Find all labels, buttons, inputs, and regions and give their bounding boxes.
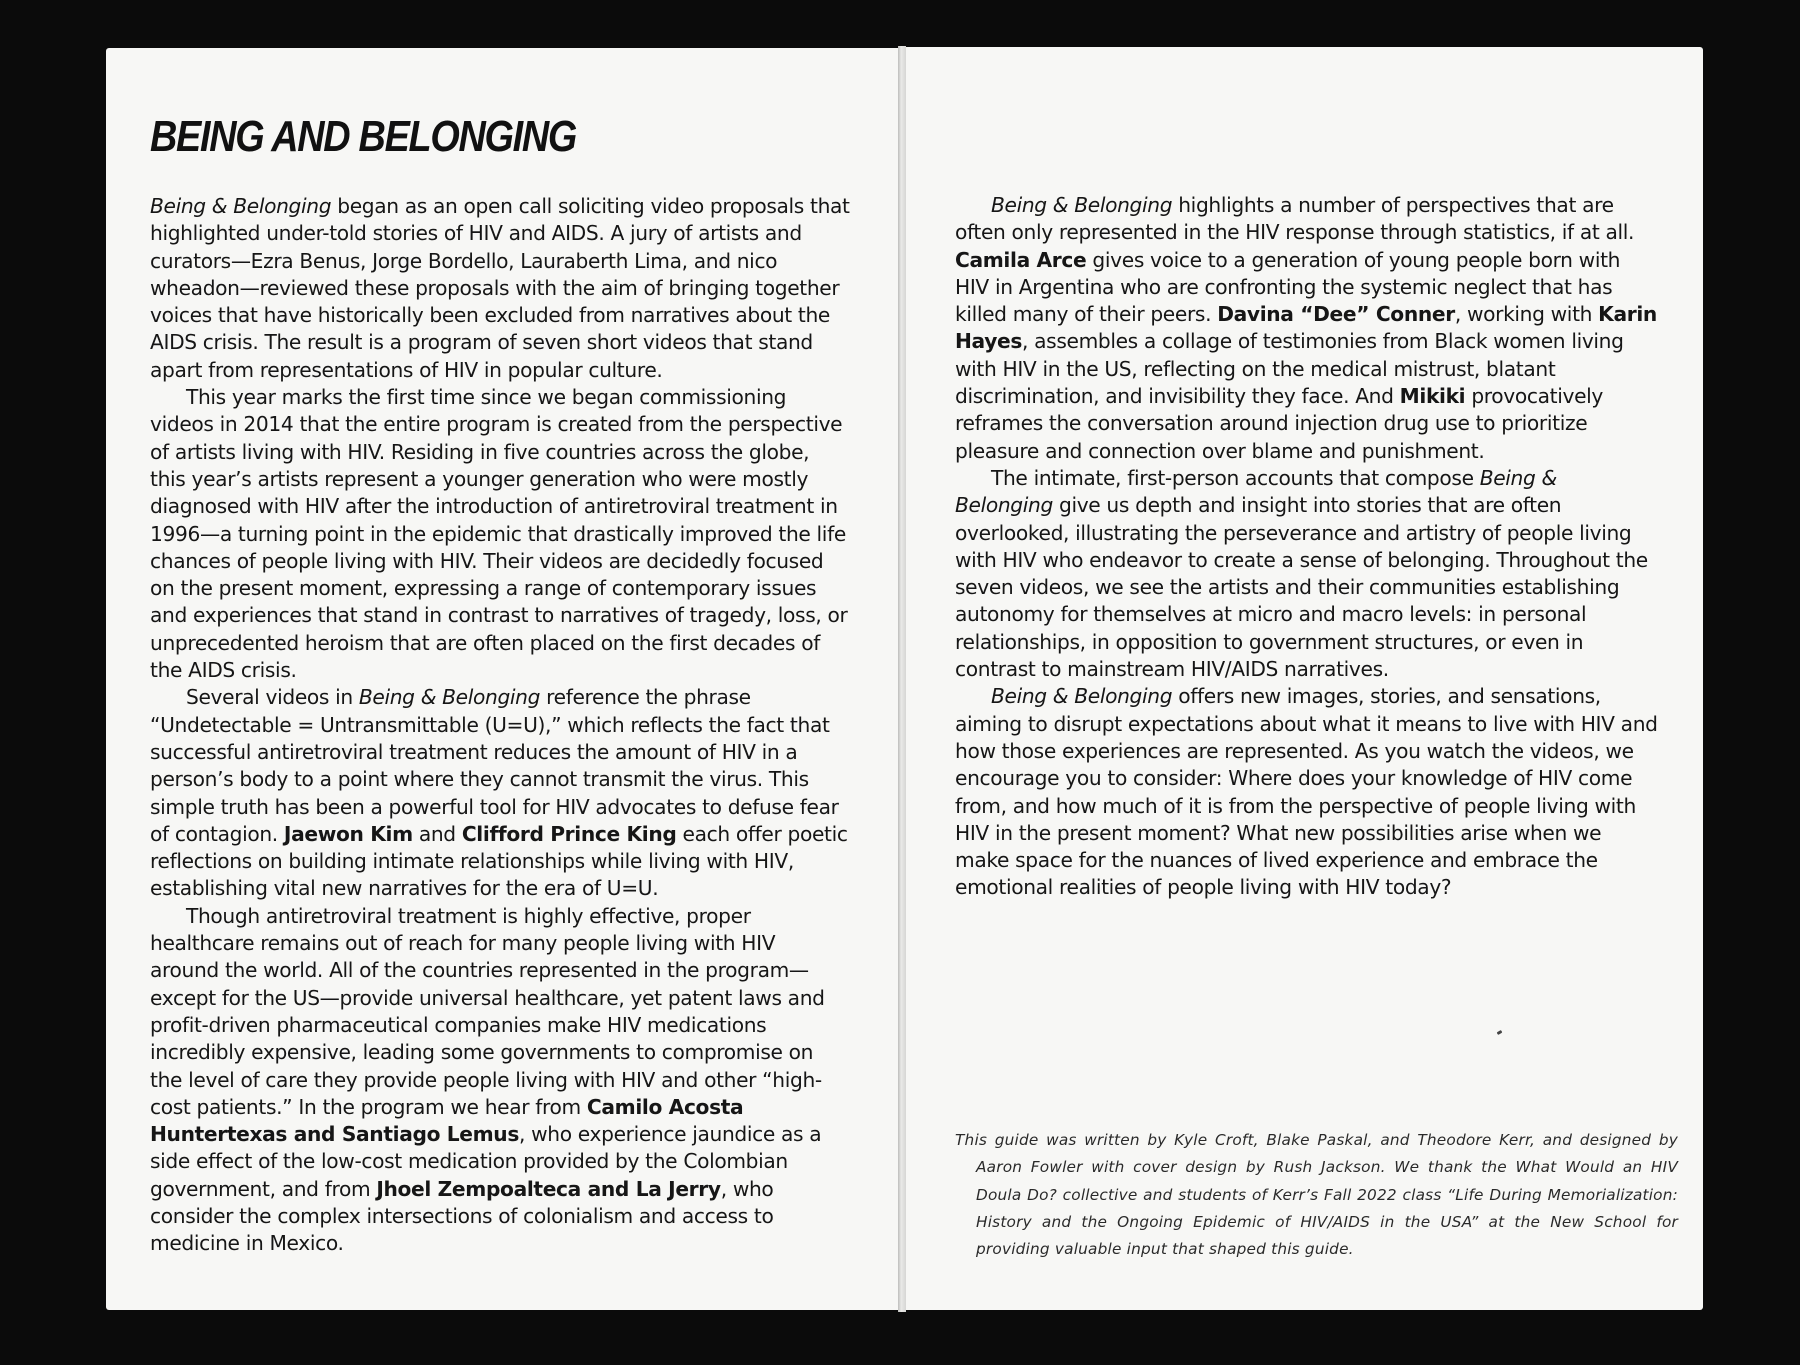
text-run: each offer poetic reflections on building intimate relationships while living with HIV, establishing vital new narratives for the era of U=U.	[150, 821, 848, 901]
italic-title: Being & Belonging	[991, 193, 1173, 217]
bold-name: Jaewon Kim	[283, 821, 413, 846]
text-run: began as an open call soliciting video proposals that highlighted under-told stories of HIV and AIDS. A jury of artists and curators—Ezra Benus, Jorge Bordello, Lauraberth Lima, and nico wheadon—reviewed these proposals with the aim of bringing together voices that have historically been excluded from narratives about the AIDS crisis. The result is a program of seven short videos that stand apart from representations of HIV in popular culture.	[150, 194, 850, 382]
italic-title: Being & Belonging	[150, 194, 332, 218]
paragraph	[150, 193, 850, 384]
text-run: , who experience jaundice as a side effect of the low-cost medication provided by the Colombian government, and from	[150, 1122, 822, 1201]
paragraph	[150, 384, 850, 684]
paragraph	[955, 192, 1660, 465]
text-run: Several videos in	[186, 685, 359, 710]
bold-name: Clifford Prince King	[461, 821, 677, 846]
text-run: , working with	[1454, 302, 1599, 327]
bold-name: Camilo Acosta Huntertexas and Santiago Lemus	[150, 1094, 744, 1147]
paragraph	[955, 465, 1660, 683]
right-page-text	[955, 192, 1660, 902]
credits-note: This guide was written by Kyle Croft, Blake Paskal, and Theodore Kerr, and designed by Aaron Fowler with cover design by Rush Jackson. We thank the What Would an HIV Doula Do? collective and students of Kerr’s Fall 2022 class “Life During Memorialization: History and the Ongoing Epidemic of HIV/AIDS in the USA” at the New School for providing valuable input that shaped this guide.	[955, 1131, 1678, 1259]
bold-name: Camila Arce	[955, 247, 1087, 272]
text-run: give us depth and insight into stories that are often overlooked, illustrating the perseverance and artistry of people living with HIV who endeavor to create a sense of belonging. Throughout the seven videos, we see the artists and their communities establishing autonomy for themselves at micro and macro levels: in personal relationships, in opposition to government structures, or even in contrast to mainstream HIV/AIDS narratives.	[955, 493, 1648, 682]
bold-name: Karin Hayes	[955, 302, 1657, 354]
page-title: BEING AND BELONGING	[150, 112, 577, 161]
text-run: offers new images, stories, and sensations, aiming to disrupt expectations about what it means to live with HIV and how those experiences are represented. As you watch the videos, we encourage you to consider: Where does your knowledge of HIV come from, and how much of it is from the perspective of people living with HIV in the present moment? What new possibilities arise when we make space for the nuances of lived experience and embrace the emotional realities of people living with HIV today?	[955, 684, 1658, 900]
paragraph	[955, 683, 1660, 901]
text-run: reference the phrase “Undetectable = Untransmittable (U=U),” which reflects the fact that successful antiretroviral treatment reduces the amount of HIV in a person’s body to a point where they cannot transmit the virus. This simple truth has been a powerful tool for HIV advocates to defuse fear of contagion.	[150, 685, 839, 846]
text-run: highlights a number of perspectives that are often only represented in the HIV response through statistics, if at all.	[955, 193, 1635, 245]
text-run: gives voice to a generation of young people born with HIV in Argentina who are confronting the systemic neglect that has killed many of their peers.	[955, 247, 1621, 327]
booklet-gutter	[898, 46, 906, 1312]
italic-title: Being & Belonging	[991, 684, 1173, 709]
text-run: This year marks the first time since we began commissioning videos in 2014 that the entire program is created from the perspective of artists living with HIV. Residing in five countries across the globe, this year’s artists represent a younger generation who were mostly diagnosed with HIV after the introduction of antiretroviral treatment in 1996—a turning point in the epidemic that drastically improved the life chances of people living with HIV. Their videos are decidedly focused on the present moment, expressing a range of contemporary issues and experiences that stand in contrast to narratives of tragedy, loss, or unprecedented heroism that are often placed on the first decades of the AIDS crisis.	[150, 385, 848, 683]
text-run: provocatively reframes the conversation around injection drug use to prioritize pleasure and connection over blame and punishment.	[955, 384, 1604, 463]
italic-title: Being & Belonging	[955, 465, 1557, 518]
text-run: The intimate, first-person accounts that compose	[991, 465, 1480, 490]
bold-name: Jhoel Zempoalteca and La Jerry	[376, 1176, 721, 1201]
bold-name: Davina “Dee” Conner	[1217, 302, 1455, 327]
text-run: , who consider the complex intersections of colonialism and access to medicine in Mexico.	[150, 1176, 774, 1256]
italic-title: Being & Belonging	[358, 685, 541, 710]
paragraph	[150, 903, 850, 1258]
text-run: , assembles a collage of testimonies from Black women living with HIV in the US, reflecting on the medical mistrust, blatant discrimination, and invisibility they face. And	[955, 329, 1624, 409]
text-run: Though antiretroviral treatment is highly effective, proper healthcare remains out of reach for many people living with HIV around the world. All of the countries represented in the program—except for the US—provide universal healthcare, yet patent laws and profit-driven pharmaceutical companies make HIV medications incredibly expensive, leading some governments to compromise on the level of care they provide people living with HIV and other “high-cost patients.” In the program we hear from	[150, 903, 825, 1119]
bold-name: Mikiki	[1399, 384, 1466, 409]
text-run: and	[412, 821, 462, 846]
paragraph	[150, 684, 850, 902]
left-page-text	[150, 193, 850, 1258]
